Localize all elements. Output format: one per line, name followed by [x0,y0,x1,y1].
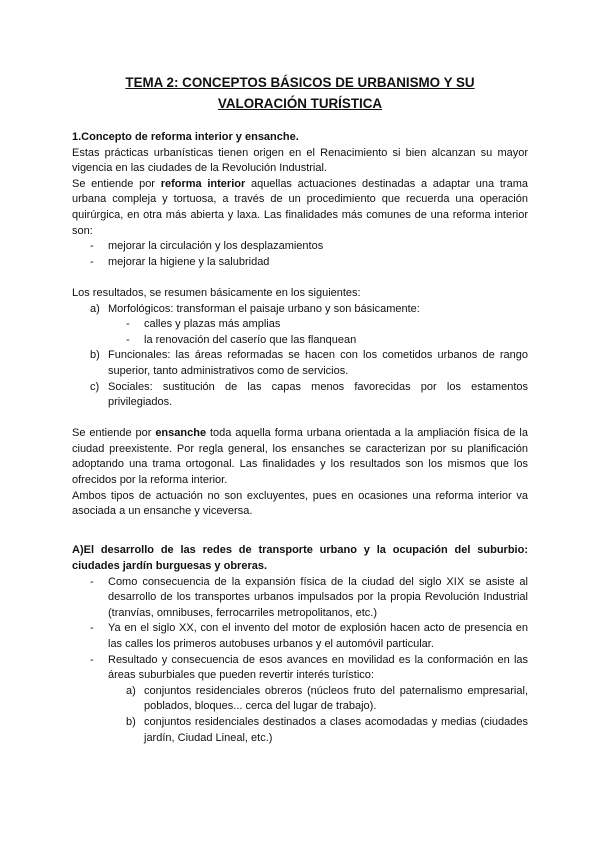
list-item: - mejorar la circulación y los desplazamientos [90,240,324,253]
list-item: - mejorar la higiene y la salubridad [90,255,270,268]
document-body [72,130,528,746]
page-title [0,72,600,114]
list-item: - Resultado y consecuencia de esos avances en movilidad es la conformación en las áreas suburbiales que pueden revertir interés turístico: [90,653,528,682]
section-1-heading: 1.Concepto de reforma interior y ensanche. [72,131,299,143]
results-list [72,302,528,411]
list-item: - calles y plazas más amplias [126,318,281,331]
paragraph: Los resultados, se resumen básicamente en los siguientes: [72,286,361,299]
paragraph: Se entiende por ensanche toda aquella forma urbana orientada a la ampliación física de la ciudad preexistente. Por regla general, los ensanches se caracterizan por su planificación adoptando una trama ortogonal. Las finalidades y los resultados son los mismos que los ofrecidos por la reforma interior. [72,427,528,487]
section-a-heading: A)El desarrollo de las redes de transporte urbano y la ocupación del suburbio: ciudades jardín burguesas y obreras. [72,544,528,573]
list-item: - Ya en el siglo XX, con el invento del motor de explosión hacen acto de presencia en las calles los primeros autobuses urbanos y el automóvil particular. [90,622,528,650]
list-item: - la renovación del caserío que las flanquean [126,333,357,346]
term-ensanche: ensanche [155,427,207,440]
list-item: b) conjuntos residenciales destinados a clases acomodadas y medias (ciudades jardín, Ciudad Lineal, etc.) [126,715,528,744]
paragraph: Se entiende por reforma interior aquellas actuaciones destinadas a adaptar una trama urbana compleja y tortuosa, a través de un procedimiento que recuerda una operación quirúrgica, en otra más abierta y laxa. Las finalidades más comunes de una reforma interior son: [72,177,528,237]
title-line-1: TEMA 2: CONCEPTOS BÁSICOS DE URBANISMO Y SU [125,75,475,90]
transport-list [72,575,528,747]
list-item: a) Morfológicos: transforman el paisaje urbano y son básicamente: [90,302,420,315]
paragraph: Estas prácticas urbanísticas tienen origen en el Renacimiento si bien alcanzan su mayor vigencia en las ciudades de la Revolución Industrial. [72,146,528,175]
aims-list [72,239,528,270]
list-item: b) Funcionales: las áreas reformadas se hacen con los cometidos urbanos de rango superior, tanto administrativos como de servicios. [90,349,528,377]
term-reforma-interior: reforma interior [160,177,246,190]
list-item: c) Sociales: sustitución de las capas menos favorecidas por los estamentos privilegiados. [90,380,528,409]
title-line-2: VALORACIÓN TURÍSTICA [217,96,383,111]
list-item: a) conjuntos residenciales obreros (núcleos fruto del paternalismo empresarial, poblados, bloques... cerca del lugar de trabajo). [126,684,528,713]
paragraph: Ambos tipos de actuación no son excluyentes, pues en ocasiones una reforma interior va asociada a un ensanche y viceversa. [72,489,528,518]
list-item: - Como consecuencia de la expansión física de la ciudad del siglo XIX se asiste al desarrollo de los transportes urbanos impulsados por la propia Revolución Industrial (tranvías, omnibuses, ferrocarriles metropolitanos, etc.) [90,575,528,619]
